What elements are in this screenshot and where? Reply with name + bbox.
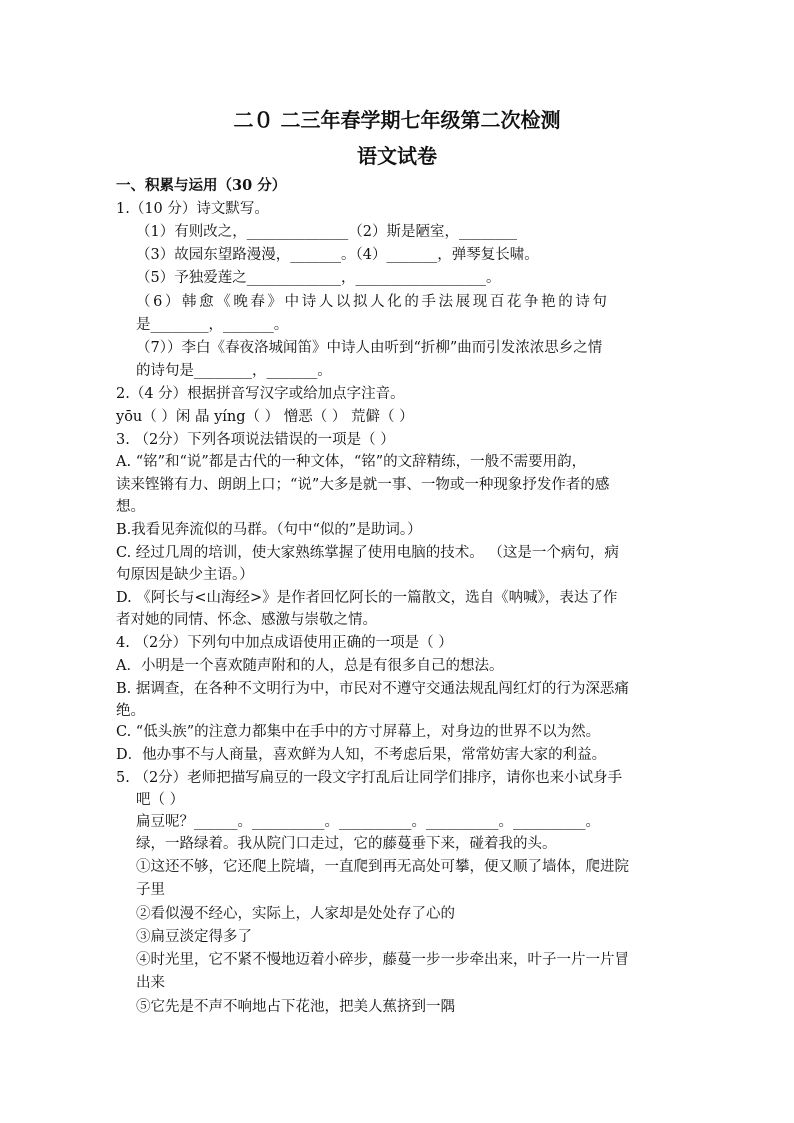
q5-item-4: ④时光里，它不紧不慢地迈着小碎步，藤蔓一步一步牵出来，叶子一片一片冒 <box>136 952 629 968</box>
page-title: 二０ 二三年春学期七年级第二次检测 <box>233 108 561 132</box>
q5-item-4-cont: 出来 <box>136 975 165 991</box>
q3-option-d-cont: 者对她的同情、怀念、感激与崇敬之情。 <box>116 612 377 628</box>
q3-option-d: D. 《阿长与<山海经>》是作者回忆阿长的一篇散文，选自《呐喊》，表达了作 <box>116 590 618 606</box>
q1-line-3: （5）予独爱莲之_____________，__________________。 <box>136 270 501 286</box>
question-5: 5. （2分）老师把描写扁豆的一段文字打乱后让同学们排序，请你也来小试身手 <box>116 770 623 786</box>
section-heading: 一、积累与运用（30 分） <box>116 177 287 194</box>
question-4: 4. （2分）下列句中加点成语使用正确的一项是（ ） <box>116 635 453 651</box>
q3-option-a-end: 想。 <box>116 499 145 515</box>
q4-option-d: D．他办事不与人商量，喜欢鲜为人知，不考虑后果，常常妨害大家的利益。 <box>116 747 607 763</box>
q1-line-1: （1）有则改之，______________（2）斯是陋室，________ <box>136 224 517 240</box>
question-1: 1.（10 分）诗文默写。 <box>116 201 269 217</box>
q5-passage: 绿，一路绿着。我从院门口走过，它的藤蔓垂下来，碰着我的头。 <box>136 836 557 852</box>
q3-option-b: B.我看见奔流似的马群。（句中“似的”是助词。） <box>116 522 422 538</box>
q4-option-b: B. 据调查，在各种不文明行为中，市民对不遵守交通法规乱闯红灯的行为深恶痛 <box>116 681 629 697</box>
q5-item-2: ②看似漫不经心，实际上，人家却是处处存了心的 <box>136 906 455 922</box>
q1-line-7: 的诗句是________，_______。 <box>136 363 332 379</box>
q4-option-c: C. “低头族”的注意力都集中在手中的方寸屏幕上，对身边的世界不以为然。 <box>116 724 601 740</box>
q4-option-b-cont: 绝。 <box>116 703 145 719</box>
q3-option-c-cont: 句原因是缺少主语。） <box>116 567 254 583</box>
q2-pinyin: yōu（ ）闲 晶 yíng（ ） 憎恶（ ） 荒僻（ ） <box>116 409 414 425</box>
q1-line-2: （3）故园东望路漫漫，_______。（4）_______，弹琴复长啸。 <box>136 247 539 263</box>
q3-option-c: C. 经过几周的培训，使大家熟练掌握了使用电脑的技术。 （这是一个病句，病 <box>116 545 619 561</box>
page-subtitle: 语文试卷 <box>357 144 437 168</box>
question-3: 3. （2分）下列各项说法错误的一项是（ ） <box>116 432 395 448</box>
q5-item-1-cont: 子里 <box>136 882 165 898</box>
q5-blanks: 扁豆呢？______。__________。__________。__________。__________。 <box>136 814 600 830</box>
q1-line-6: （7））李白《春夜洛城闻笛》中诗人由听到“折柳”曲而引发浓浓思乡之情 <box>136 340 603 356</box>
question-2: 2.（4 分）根据拼音写汉字或给加点字注音。 <box>116 386 405 402</box>
q5-line-1: 吧（ ） <box>136 792 185 808</box>
q5-item-1: ①这还不够，它还爬上院墙，一直爬到再无高处可攀，便又顺了墙体，爬进院 <box>136 859 629 875</box>
q3-option-a: A. “铭”和“说”都是古代的一种文体，“铭”的文辞精练，一般不需要用韵， <box>116 454 587 470</box>
q1-line-5: 是________，_______。 <box>136 317 289 333</box>
q5-item-5: ⑤它先是不声不响地占下花池，把美人蕉挤到一隅 <box>136 999 455 1015</box>
q3-option-a-cont: 读来铿锵有力、朗朗上口；“说”大多是就一事、一物或一种现象抒发作者的感 <box>116 477 610 493</box>
q4-option-a: A．小明是一个喜欢随声附和的人，总是有很多自己的想法。 <box>116 658 504 674</box>
q5-item-3: ③扁豆淡定得多了 <box>136 929 252 945</box>
q1-line-4: （6）韩愈《晚春》中诗人以拟人化的手法展现百花争艳的诗句 <box>136 294 610 310</box>
